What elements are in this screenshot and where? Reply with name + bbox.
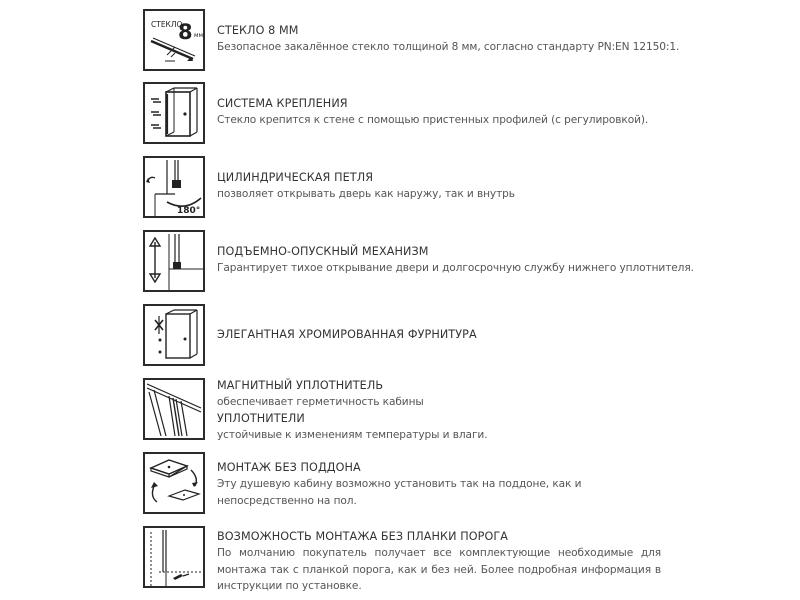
feature-title: СИСТЕМА КРЕПЛЕНИЯ [217, 97, 348, 110]
mounting-system-icon [143, 82, 205, 144]
glass-thickness-icon [143, 9, 205, 71]
feature-description: Эту душевую кабину возможно установить так на поддоне, как и непосредственно на пол. [217, 478, 582, 507]
feature-title: МОНТАЖ БЕЗ ПОДДОНА [217, 461, 361, 474]
feature-description: обеспечивает герметичность кабины [217, 396, 424, 408]
cylindrical-hinge-icon [143, 156, 205, 218]
feature-description: По молчанию покупатель получает все комплектующие необходимые для монтажа так с планкой порога, как и без ней. Более подробная информация в инструкции по установке. [217, 547, 661, 592]
no-tray-install-icon [143, 452, 205, 514]
feature-description: позволяет открывать дверь как наружу, так и внутрь [217, 188, 515, 200]
chrome-fittings-icon [143, 304, 205, 366]
lift-mechanism-icon [143, 230, 205, 292]
magnetic-seal-icon [143, 378, 205, 440]
feature-description: Безопасное закалённое стекло толщиной 8 мм, согласно стандарту PN:EN 12150:1. [217, 41, 680, 53]
svg-text:8: 8 [178, 20, 193, 44]
feature-title: ЦИЛИНДРИЧЕСКАЯ ПЕТЛЯ [217, 171, 374, 184]
feature-title: ВОЗМОЖНОСТЬ МОНТАЖА БЕЗ ПЛАНКИ ПОРОГА [217, 530, 509, 543]
feature-description-secondary: устойчивые к изменениям температуры и влаги. [217, 428, 488, 441]
svg-text:СТЕКЛО: СТЕКЛО [151, 20, 183, 29]
feature-title: МАГНИТНЫЙ УПЛОТНИТЕЛЬ [217, 379, 384, 392]
no-threshold-install-icon [143, 526, 205, 588]
feature-description: Гарантирует тихое открывание двери и долгосрочную службу нижнего уплотнителя. [217, 262, 694, 274]
feature-title: СТЕКЛО 8 ММ [217, 24, 299, 37]
feature-description: Стекло крепится к стене с помощью пристенных профилей (с регулировкой). [217, 114, 649, 126]
svg-text:мм: мм [194, 32, 203, 39]
feature-title-secondary: УПЛОТНИТЕЛИ [217, 411, 305, 425]
svg-text:180°: 180° [177, 206, 201, 216]
feature-title: ЭЛЕГАНТНАЯ ХРОМИРОВАННАЯ ФУРНИТУРА [217, 328, 477, 341]
feature-title: ПОДЪЕМНО-ОПУСКНЫЙ МЕХАНИЗМ [217, 245, 429, 258]
